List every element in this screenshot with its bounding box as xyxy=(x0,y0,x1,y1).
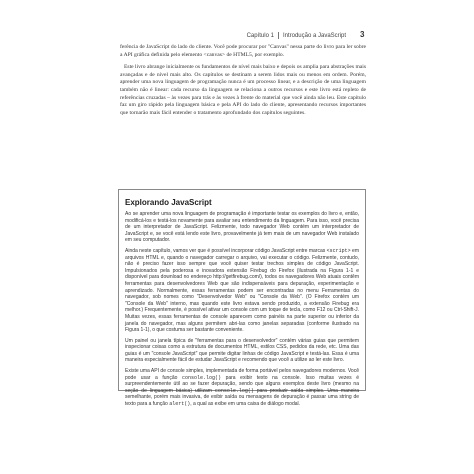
text-run: Existe uma API de console simples, implementada de forma portável pelos navegadores modernos. Você pode usar a função xyxy=(125,368,359,381)
inline-code: <script> xyxy=(326,247,351,254)
sidebar-box xyxy=(118,189,366,408)
text-run: para produzir saída simples. Uma maneira semelhante, porém mais invasiva, de exibir saída ou mensagens de depuração é passar uma string de texto para a função xyxy=(125,387,359,408)
text-run: Ainda neste capítulo, vamos ver que é possível incorporar código JavaScript entre marcas xyxy=(125,247,327,254)
box-paragraph: Ao se aprender uma nova linguagem de programação é importante testar os exemplos do livro e, então, modificá-los e testá-los novamente para avaliar seu entendimento da linguagem. Para isso, você precisa de um interpretador de JavaScript. Felizmente, todo navegador Web contém um interpretador de JavaScript e, se você está lendo este livro, provavelmente já tem mais de um navegador Web instalado em seu computador. xyxy=(125,211,359,244)
box-paragraph xyxy=(125,368,359,408)
running-header xyxy=(247,32,346,39)
text-run: em arquivos HTML e, quando o navegador carregar o arquivo, vai executar o código. Felizmente, contudo, não é preciso fazer isso sempre que você quiser testar trechos simples de código JavaScript. Impulsionados pela poderosa e inovadora extensão Firebug do Firefox (ilustrada na Figura 1-1 e disponível para download no endereço http://getfirebug.com/), todos os navegadores Web atuais contêm ferramentas para desenvolvedores Web que são indispensáveis para depuração, experimentação e aprendizado. Normalmente, essas ferramentas podem ser encontradas no menu Ferramentas do navegador, sob nomes como "Desenvolvedor Web" ou "Console da Web". (O Firefox contém um "Console da Web" interno, mas quando este livro estava sendo produzido, a extensão Firebug era melhor.) Frequentemente, é possível ativar um console com um toque de tecla, como F12 ou Ctrl-Shift-J. Muitas vezes, essas ferramentas de console aparecem como painéis na parte superior ou inferior da janela do navegador, mas alguns permitem abri-las como janelas separadas (conforme ilustrado na Figura 1-1), o que costuma ser bastante conveniente. xyxy=(125,247,359,334)
page-number: 3 xyxy=(360,30,365,39)
box-paragraph xyxy=(125,248,359,334)
paragraph: ferência de JavaScript do lado do cliente. Você pode procurar por "Canvas" nessa parte do livro para ler sobre a API gráfica definida pelo elemento <canvas> de HTML5, por exemplo. xyxy=(120,44,366,58)
header-separator xyxy=(278,32,279,39)
main-text xyxy=(120,44,366,122)
paragraph: Este livro abrange inicialmente os fundamentos de nível mais baixo e depois os amplia para abstrações mais avançadas e de nível mais alto. Os capítulos se destinam a serem lidos mais ou menos em ordem. Porém, aprender uma nova linguagem de programação nunca é um processo linear, e a descrição de uma linguagem também não é linear: cada recurso da linguagem se relaciona a outros recursos e este livro está repleto de referências cruzadas – às vezes para trás e às vezes à frente do material que você ainda não leu. Este capítulo faz um giro rápido pela linguagem básica e pela API do lado do cliente, apresentando recursos importantes que tornarão mais fácil entender o tratamento aprofundado dos capítulos seguintes. xyxy=(120,64,367,116)
chapter-label: Capítulo 1 xyxy=(246,33,274,40)
chapter-title: Introdução a JavaScript xyxy=(282,33,346,40)
inline-code: alert() xyxy=(169,401,191,408)
text-run: para exibir texto na console. Isso muitas vezes é surpreendentemente útil ao se fazer depuração, sendo que alguns exemplos deste livro (mesmo na seção de linguagem básica) utilizam xyxy=(125,374,359,394)
box-title: Explorando JavaScript xyxy=(125,198,212,207)
inline-code: console.log() xyxy=(181,374,221,381)
box-body xyxy=(119,211,365,408)
inline-code: console.log() xyxy=(214,387,254,394)
text-run: , a qual as exibe em uma caixa de diálogo modal. xyxy=(190,401,301,408)
box-paragraph: Um painel ou janela típica de "ferramentas para o desenvolvedor" contém várias guias que permitem inspecionar coisas como a estrutura de documentos HTML, estilos CSS, pedidos da rede, etc. Uma das guias é um "console JavaScript" que permite digitar linhas de código JavaScript e testá-las. Essa é uma maneira especialmente fácil de estudar JavaScript e recomendo que você a utilize ao ler este livro. xyxy=(125,337,359,364)
